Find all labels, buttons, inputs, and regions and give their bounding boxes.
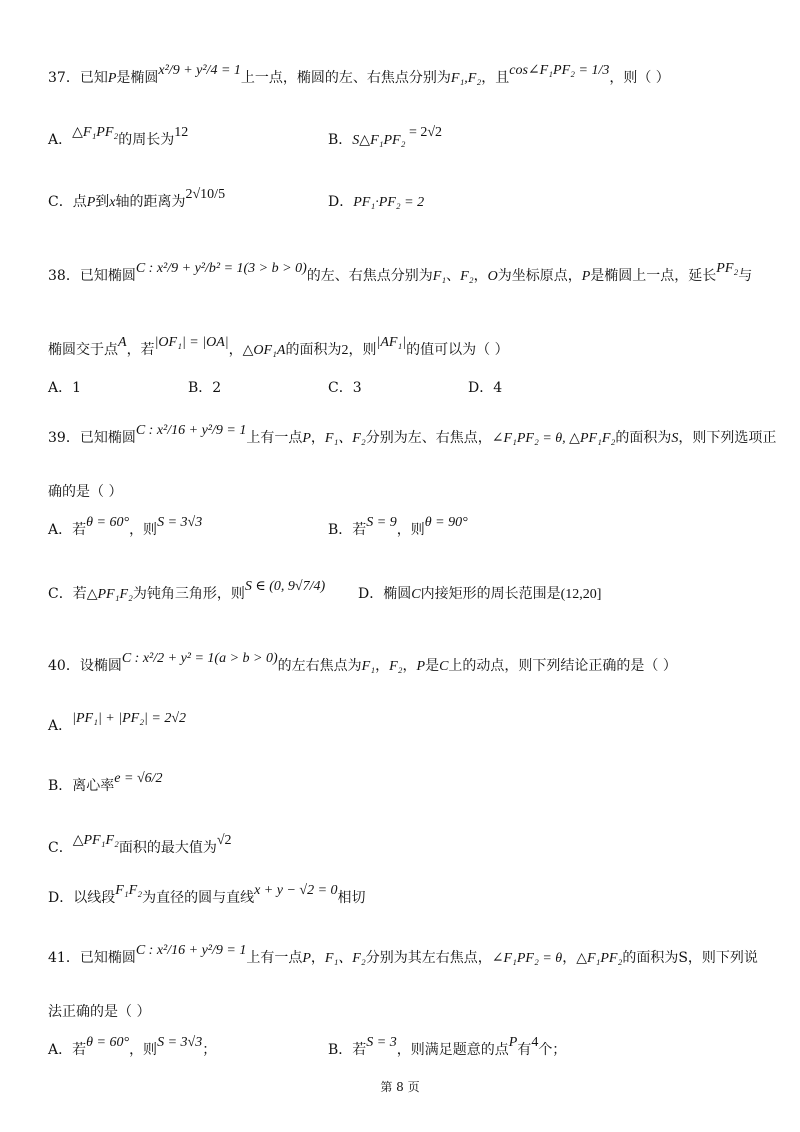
q38-stem: 38．已知椭圆C : x²/9 + y²/b² = 1(3 > b > 0)的左、右焦点分别为F₁、F₂，O为坐标原点，P是椭圆上一点，延长PF₂与 bbox=[48, 261, 753, 284]
q41-stem: 41．已知椭圆C : x²/16 + y²/9 = 1上有一点P，F₁、F₂分别为其左右焦点，∠F₁PF₂ = θ，△F₁PF₂的面积为S，则下列说 bbox=[48, 943, 758, 966]
q38-option-d: D．4 bbox=[468, 380, 503, 396]
q38-option-b: B．2 bbox=[188, 380, 222, 396]
page-number: 第 8 页 bbox=[380, 1080, 420, 1094]
q41-option-a: A．若θ = 60°，则S = 3√3； bbox=[48, 1035, 217, 1058]
q39-stem-line2: 确的是（ ） bbox=[48, 484, 123, 500]
q41-option-b: B．若S = 3，则满足题意的点P有4个； bbox=[328, 1035, 567, 1058]
q37-option-d: D．PF₁·PF₂ = 2 bbox=[328, 194, 425, 210]
q38-option-a: A．1 bbox=[48, 380, 82, 396]
q39-stem: 39．已知椭圆C : x²/16 + y²/9 = 1上有一点P，F₁、F₂分别为左、右焦点，∠F₁PF₂ = θ, △PF₁F₂的面积为S，则下列选项正 bbox=[48, 423, 777, 446]
q40-stem: 40．设椭圆C : x²/2 + y² = 1(a > b > 0)的左右焦点为F₁，F₂，P是C上的动点，则下列结论正确的是（ ） bbox=[48, 651, 677, 674]
q40-option-d: D．以线段F₁F₂为直径的圆与直线x + y − √2 = 0相切 bbox=[48, 883, 366, 906]
q40-option-a: A．|PF₁| + |PF₂| = 2√2 bbox=[48, 711, 187, 734]
q39-option-b: B．若S = 9，则θ = 90° bbox=[328, 515, 468, 538]
q39-option-a: A．若θ = 60°，则S = 3√3 bbox=[48, 515, 203, 538]
q41-stem-line2: 法正确的是（ ） bbox=[48, 1004, 151, 1020]
q38-stem-line2: 椭圆交于点A，若|OF₁| = |OA|，△OF₁A的面积为2，则|AF₁|的值可以为（ ） bbox=[48, 335, 509, 358]
q37-option-c: C．点P到x轴的距离为2√10/5 bbox=[48, 187, 226, 210]
q39-option-d: D．椭圆C内接矩形的周长范围是(12,20] bbox=[358, 586, 602, 602]
q38-option-c: C．3 bbox=[328, 380, 362, 396]
q40-option-b: B．离心率e = √6/2 bbox=[48, 771, 163, 794]
q37-option-a: A．△F₁PF₂的周长为12 bbox=[48, 125, 189, 148]
q37-stem: 37．已知P是椭圆x²/9 + y²/4 = 1上一点，椭圆的左、右焦点分别为F₁,F₂，且cos∠F₁PF₂ = 1/3，则（ ） bbox=[48, 63, 670, 86]
q40-option-c: C．△PF₁F₂面积的最大值为√2 bbox=[48, 833, 232, 856]
q37-option-b: B．S△F₁PF₂ = 2√2 bbox=[328, 125, 443, 148]
q39-option-c: C．若△PF₁F₂为钝角三角形，则S ∈ (0, 9√7/4) bbox=[48, 579, 326, 602]
